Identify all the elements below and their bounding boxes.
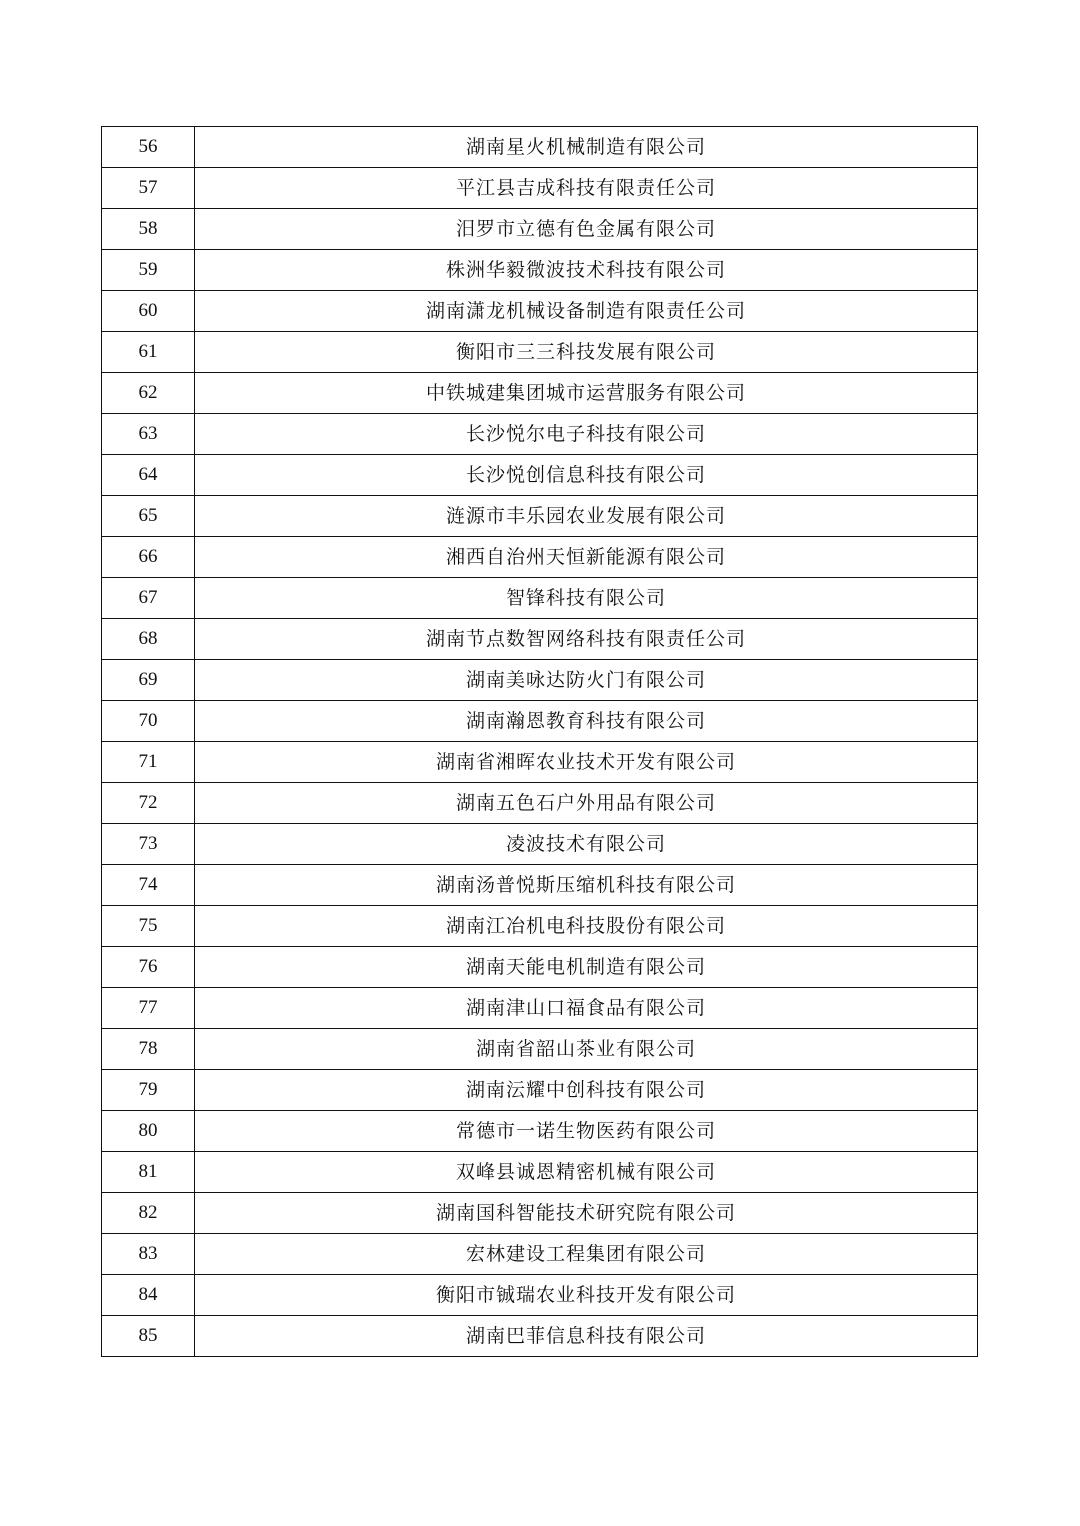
company-name: 宏林建设工程集团有限公司: [195, 1234, 978, 1275]
table-row: [102, 1070, 978, 1111]
table-row: [102, 619, 978, 660]
table-row: [102, 1152, 978, 1193]
row-number: 83: [102, 1234, 195, 1275]
table-row: [102, 250, 978, 291]
table-row: [102, 865, 978, 906]
company-name: 湖南沄耀中创科技有限公司: [195, 1070, 978, 1111]
row-number: 59: [102, 250, 195, 291]
table-row: [102, 209, 978, 250]
row-number: 76: [102, 947, 195, 988]
company-name: 衡阳市三三科技发展有限公司: [195, 332, 978, 373]
company-name: 株洲华毅微波技术科技有限公司: [195, 250, 978, 291]
company-name: 智锋科技有限公司: [195, 578, 978, 619]
row-number: 64: [102, 455, 195, 496]
row-number: 66: [102, 537, 195, 578]
row-number: 68: [102, 619, 195, 660]
row-number: 62: [102, 373, 195, 414]
company-name: 湖南江冶机电科技股份有限公司: [195, 906, 978, 947]
table-row: [102, 414, 978, 455]
company-name: 衡阳市铖瑞农业科技开发有限公司: [195, 1275, 978, 1316]
company-name: 湖南汤普悦斯压缩机科技有限公司: [195, 865, 978, 906]
company-name: 长沙悦创信息科技有限公司: [195, 455, 978, 496]
company-name: 涟源市丰乐园农业发展有限公司: [195, 496, 978, 537]
company-name: 湖南国科智能技术研究院有限公司: [195, 1193, 978, 1234]
table-row: [102, 1234, 978, 1275]
table-row: [102, 947, 978, 988]
table-row: [102, 291, 978, 332]
row-number: 69: [102, 660, 195, 701]
company-name: 湖南津山口福食品有限公司: [195, 988, 978, 1029]
company-name: 湖南五色石户外用品有限公司: [195, 783, 978, 824]
company-name: 湖南省湘晖农业技术开发有限公司: [195, 742, 978, 783]
row-number: 57: [102, 168, 195, 209]
row-number: 80: [102, 1111, 195, 1152]
row-number: 63: [102, 414, 195, 455]
table-row: [102, 701, 978, 742]
company-name: 长沙悦尔电子科技有限公司: [195, 414, 978, 455]
table-row: [102, 496, 978, 537]
table-row: [102, 373, 978, 414]
table-row: [102, 988, 978, 1029]
row-number: 85: [102, 1316, 195, 1357]
company-list-table: [101, 126, 978, 1357]
company-name: 湖南瀚恩教育科技有限公司: [195, 701, 978, 742]
row-number: 67: [102, 578, 195, 619]
row-number: 74: [102, 865, 195, 906]
company-name: 凌波技术有限公司: [195, 824, 978, 865]
table-row: [102, 742, 978, 783]
row-number: 60: [102, 291, 195, 332]
company-name: 湖南美咏达防火门有限公司: [195, 660, 978, 701]
table-row: [102, 1111, 978, 1152]
table-row: [102, 578, 978, 619]
row-number: 70: [102, 701, 195, 742]
table-row: [102, 168, 978, 209]
table-row: [102, 1029, 978, 1070]
company-name: 湖南潇龙机械设备制造有限责任公司: [195, 291, 978, 332]
row-number: 58: [102, 209, 195, 250]
table-row: [102, 332, 978, 373]
company-name: 湖南巴菲信息科技有限公司: [195, 1316, 978, 1357]
row-number: 82: [102, 1193, 195, 1234]
company-name: 湘西自治州天恒新能源有限公司: [195, 537, 978, 578]
row-number: 79: [102, 1070, 195, 1111]
company-name: 平江县吉成科技有限责任公司: [195, 168, 978, 209]
row-number: 78: [102, 1029, 195, 1070]
table-row: [102, 455, 978, 496]
table-row: [102, 1275, 978, 1316]
company-name: 湖南天能电机制造有限公司: [195, 947, 978, 988]
row-number: 61: [102, 332, 195, 373]
table-row: [102, 783, 978, 824]
row-number: 84: [102, 1275, 195, 1316]
row-number: 75: [102, 906, 195, 947]
table-row: [102, 1193, 978, 1234]
company-name: 湖南星火机械制造有限公司: [195, 127, 978, 168]
table-row: [102, 660, 978, 701]
company-name: 常德市一诺生物医药有限公司: [195, 1111, 978, 1152]
row-number: 73: [102, 824, 195, 865]
company-name: 双峰县诚恩精密机械有限公司: [195, 1152, 978, 1193]
table-row: [102, 127, 978, 168]
company-name: 汨罗市立德有色金属有限公司: [195, 209, 978, 250]
company-name: 湖南省韶山茶业有限公司: [195, 1029, 978, 1070]
row-number: 72: [102, 783, 195, 824]
table-row: [102, 1316, 978, 1357]
row-number: 77: [102, 988, 195, 1029]
company-name: 湖南节点数智网络科技有限责任公司: [195, 619, 978, 660]
row-number: 65: [102, 496, 195, 537]
table-row: [102, 824, 978, 865]
table-row: [102, 537, 978, 578]
table-row: [102, 906, 978, 947]
row-number: 56: [102, 127, 195, 168]
row-number: 71: [102, 742, 195, 783]
row-number: 81: [102, 1152, 195, 1193]
company-name: 中铁城建集团城市运营服务有限公司: [195, 373, 978, 414]
